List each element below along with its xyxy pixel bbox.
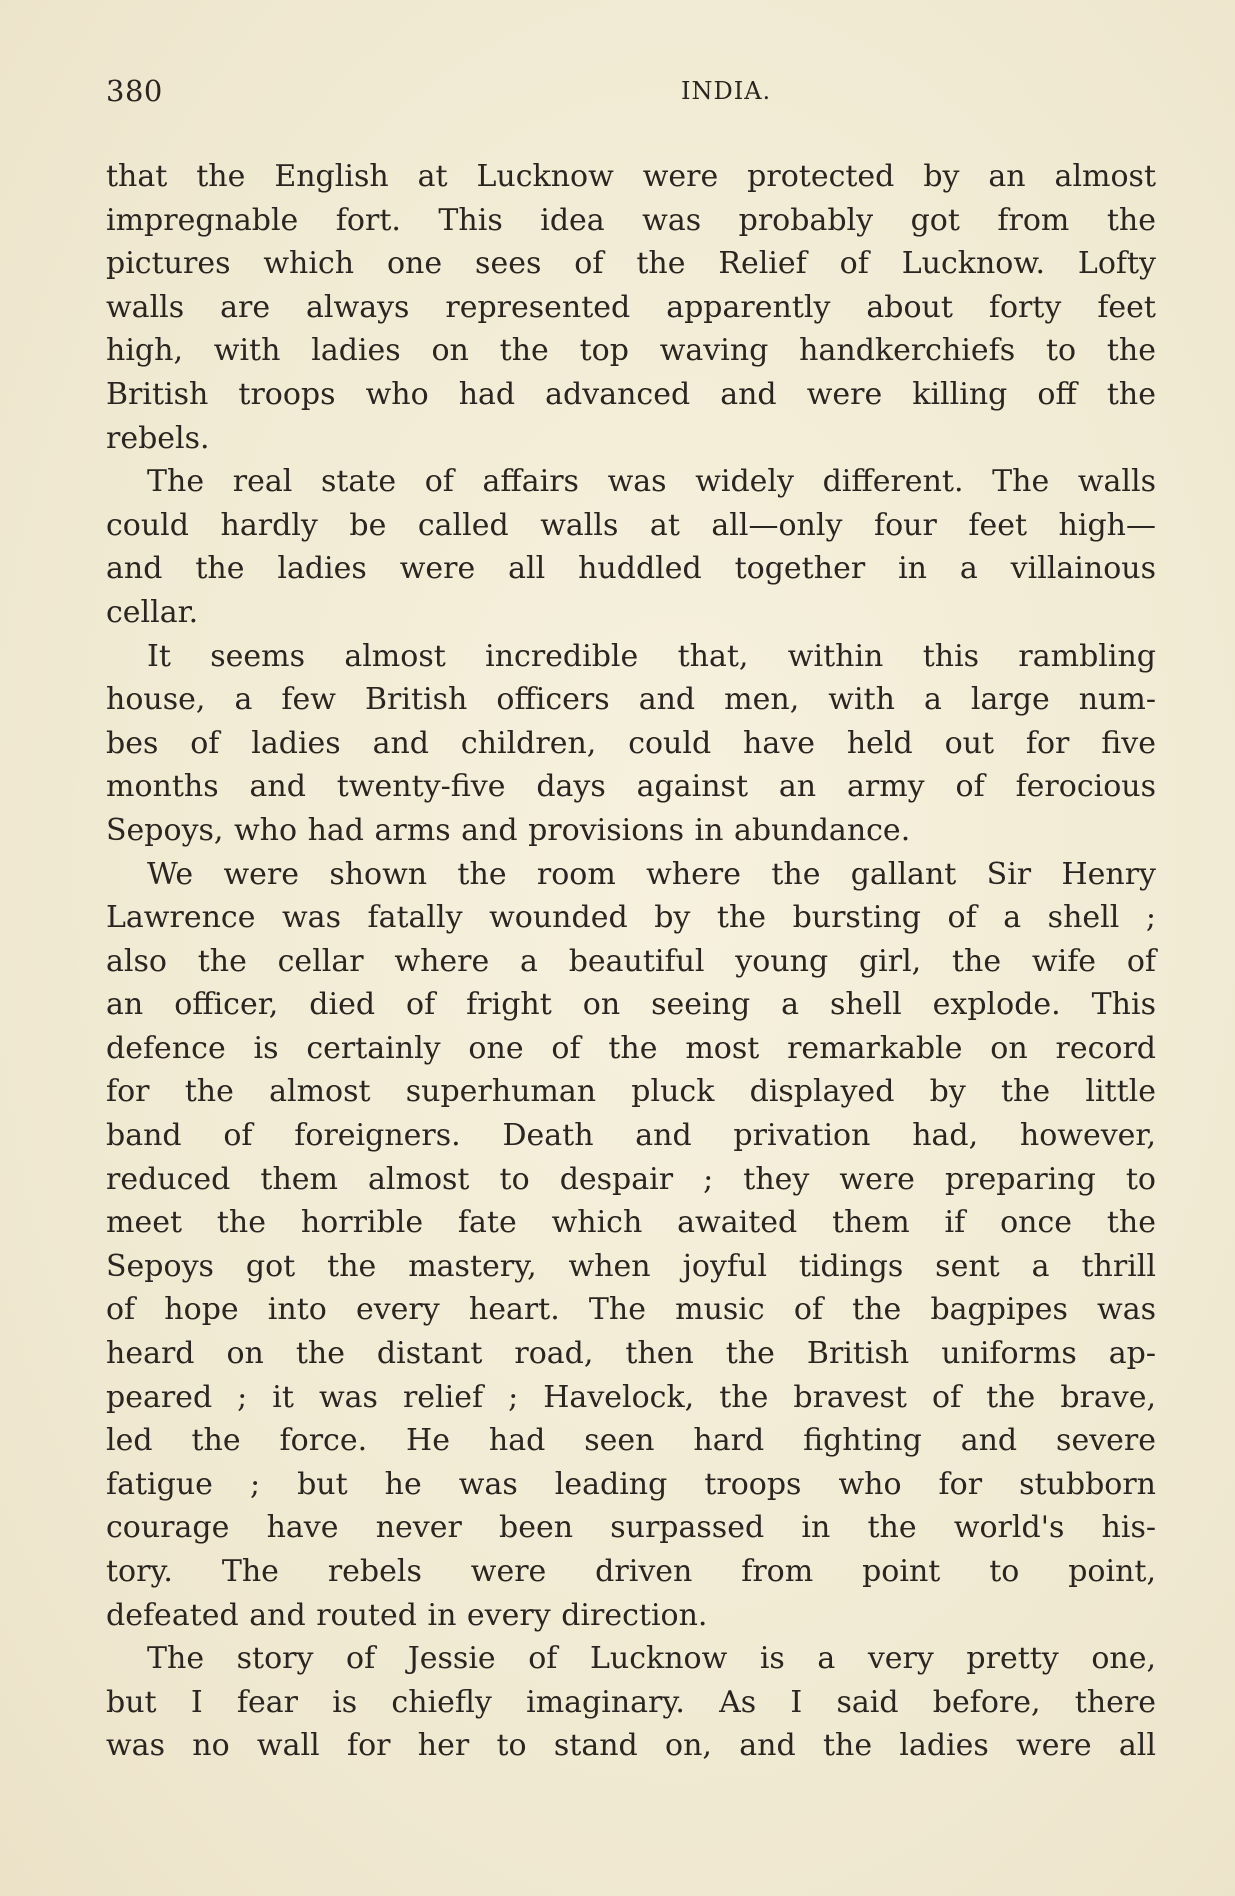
text-line: pictures which one sees of the Relief of Lucknow. Lofty (106, 246, 1156, 282)
body-text (106, 155, 1156, 1768)
text-line: Lawrence was fatally wounded by the bursting of a shell ; (106, 900, 1156, 936)
text-line: We were shown the room where the gallant Sir Henry (147, 856, 1156, 892)
text-line: rebels. (106, 420, 210, 456)
text-line: defeated and routed in every direction. (106, 1597, 708, 1633)
text-line: of hope into every heart. The music of the bagpipes was (106, 1292, 1156, 1328)
text-line: an officer, died of fright on seeing a shell explode. This (106, 987, 1156, 1023)
text-line: cellar. (106, 594, 199, 630)
text-line: impregnable fort. This idea was probably got from the (106, 202, 1156, 238)
page-number: 380 (106, 74, 163, 108)
text-line: tory. The rebels were driven from point to point, (106, 1554, 1156, 1589)
text-line: but I fear is chiefly imaginary. As I said before, there (106, 1684, 1156, 1720)
text-line: It seems almost incredible that, within this rambling (147, 638, 1156, 674)
running-head: INDIA. (681, 77, 772, 105)
text-line: for the almost superhuman pluck displayed by the little (106, 1074, 1156, 1110)
text-line: walls are always represented apparently about forty feet (106, 289, 1156, 325)
text-line: British troops who had advanced and were killing off the (106, 376, 1156, 412)
text-line: heard on the distant road, then the British uniforms ap- (106, 1336, 1156, 1372)
text-line: house, a few British officers and men, with a large num- (106, 682, 1156, 718)
text-line: The real state of affairs was widely different. The walls (147, 464, 1156, 500)
text-line: The story of Jessie of Lucknow is a very pretty one, (147, 1641, 1156, 1677)
text-line: defence is certainly one of the most remarkable on record (106, 1030, 1156, 1066)
text-line: reduced them almost to despair ; they were preparing to (106, 1161, 1156, 1197)
text-line: also the cellar where a beautiful young girl, the wife of (106, 943, 1156, 979)
text-line: was no wall for her to stand on, and the ladies were all (106, 1728, 1156, 1764)
text-line: led the force. He had seen hard fighting and severe (106, 1423, 1156, 1459)
text-line: that the English at Lucknow were protected by an almost (106, 159, 1156, 194)
text-line: Sepoys, who had arms and provisions in abundance. (106, 812, 911, 848)
text-line: bes of ladies and children, could have held out for five (106, 725, 1156, 761)
text-line: Sepoys got the mastery, when joyful tidings sent a thrill (106, 1248, 1156, 1284)
text-line: fatigue ; but he was leading troops who for stubborn (106, 1466, 1156, 1502)
text-line: and the ladies were all huddled together in a villainous (106, 551, 1156, 587)
text-line: could hardly be called walls at all—only four feet high— (106, 507, 1156, 543)
text-line: band of foreigners. Death and privation had, however, (106, 1118, 1156, 1154)
text-line: months and twenty-five days against an army of ferocious (106, 769, 1156, 805)
text-line: high, with ladies on the top waving handkerchiefs to the (106, 333, 1156, 369)
text-line: peared ; it was relief ; Havelock, the bravest of the brave, (106, 1379, 1156, 1415)
text-line: courage have never been surpassed in the world's his- (106, 1510, 1156, 1546)
page-header (106, 74, 1156, 114)
text-line: meet the horrible fate which awaited them if once the (106, 1205, 1156, 1241)
